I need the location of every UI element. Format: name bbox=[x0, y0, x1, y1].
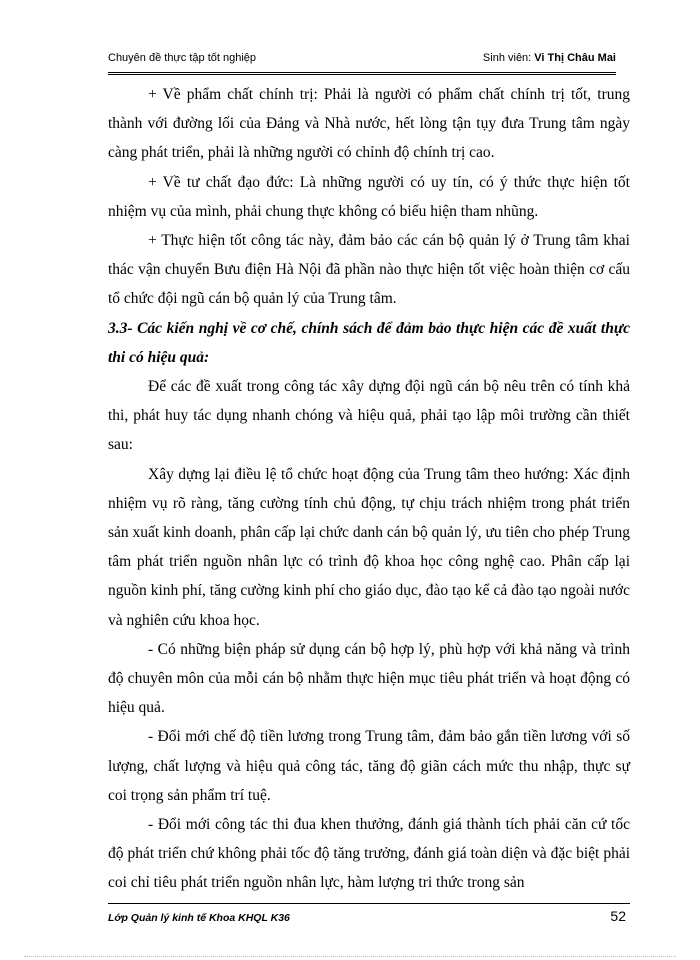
page-bottom-border bbox=[24, 956, 676, 957]
header-divider bbox=[108, 72, 616, 75]
page-header bbox=[108, 52, 616, 64]
paragraph-regulations: Xây dựng lại điều lệ tổ chức hoạt động của Trung tâm theo hướng: Xác định nhiệm vụ rõ ràng, tăng cường tính chủ động, tự chịu trách nhiệm trong phát triển sản xuất kinh doanh, phân cấp lại chức danh cán bộ quản lý, ưu tiên cho phép Trung tâm phát triển nguồn nhân lực có trình độ khoa học công nghệ cao. Phân cấp lại nguồn kinh phí, tăng cường kinh phí cho giáo dục, đào tạo kể cả đào tạo ngoài nước và nghiên cứu khoa học. bbox=[108, 465, 630, 629]
header-student-label: Sinh viên: bbox=[482, 52, 532, 64]
paragraph-political-quality: + Về phẩm chất chính trị: Phải là người có phẩm chất chính trị tốt, trung thành với đường lối của Đảng và Nhà nước, hết lòng tận tụy đưa Trung tâm ngày càng phát triển, phải là những người có chỉnh độ chính trị cao. bbox=[108, 86, 630, 162]
paragraph-moral-quality: + Về tư chất đạo đức: Là những người có uy tín, có ý thức thực hiện tốt nhiệm vụ của mình, phải chung thực không có biểu hiện tham nhũng. bbox=[108, 173, 630, 220]
paragraph-implementation: + Thực hiện tốt công tác này, đảm bảo các cán bộ quản lý ở Trung tâm khai thác vận chuyển Bưu điện Hà Nội đã phần nào thực hiện tốt việc hoàn thiện cơ cấu tổ chức đội ngũ cán bộ quản lý của Trung tâm. bbox=[108, 232, 630, 308]
section-heading: 3.3- Các kiến nghị về cơ chế, chính sách để đảm bảo thực hiện các đề xuất thực thi có hiệu quả: bbox=[108, 319, 630, 366]
header-title: Chuyên đề thực tập tốt nghiệp bbox=[108, 52, 257, 64]
footer-class-info: Lớp Quản lý kinh tế Khoa KHQL K36 bbox=[108, 912, 290, 924]
paragraph-intro: Để các đề xuất trong công tác xây dựng đội ngũ cán bộ nêu trên có tính khả thi, phát huy tác dụng nhanh chóng và hiệu quả, phải tạo lập môi trường cần thiết sau: bbox=[108, 378, 630, 454]
page-number: 52 bbox=[610, 908, 626, 924]
footer-divider bbox=[108, 903, 630, 904]
paragraph-staff-usage: - Có những biện pháp sử dụng cán bộ hợp lý, phù hợp với khả năng và trình độ chuyên môn của mỗi cán bộ nhằm thực hiện mục tiêu phát triển và hoạt động có hiệu quả. bbox=[108, 640, 630, 717]
header-student bbox=[483, 52, 616, 64]
page-body bbox=[108, 80, 630, 898]
paragraph-salary: - Đổi mới chế độ tiền lương trong Trung tâm, đảm bảo gắn tiền lương với số lượng, chất lượng và hiệu quả công tác, tăng độ giãn cách mức thu nhập, thực sự coi trọng sản phẩm trí tuệ. bbox=[108, 728, 630, 804]
page-footer bbox=[108, 908, 630, 924]
header-student-name: Vi Thị Châu Mai bbox=[534, 52, 616, 64]
paragraph-emulation: - Đổi mới công tác thi đua khen thưởng, đánh giá thành tích phải căn cứ tốc độ phát triển chứ không phải tốc độ tăng trưởng, đánh giá toàn diện và đặc biệt phải coi chỉ tiêu phát triển nguồn nhân lực, hàm lượng tri thức trong sản bbox=[108, 816, 630, 892]
